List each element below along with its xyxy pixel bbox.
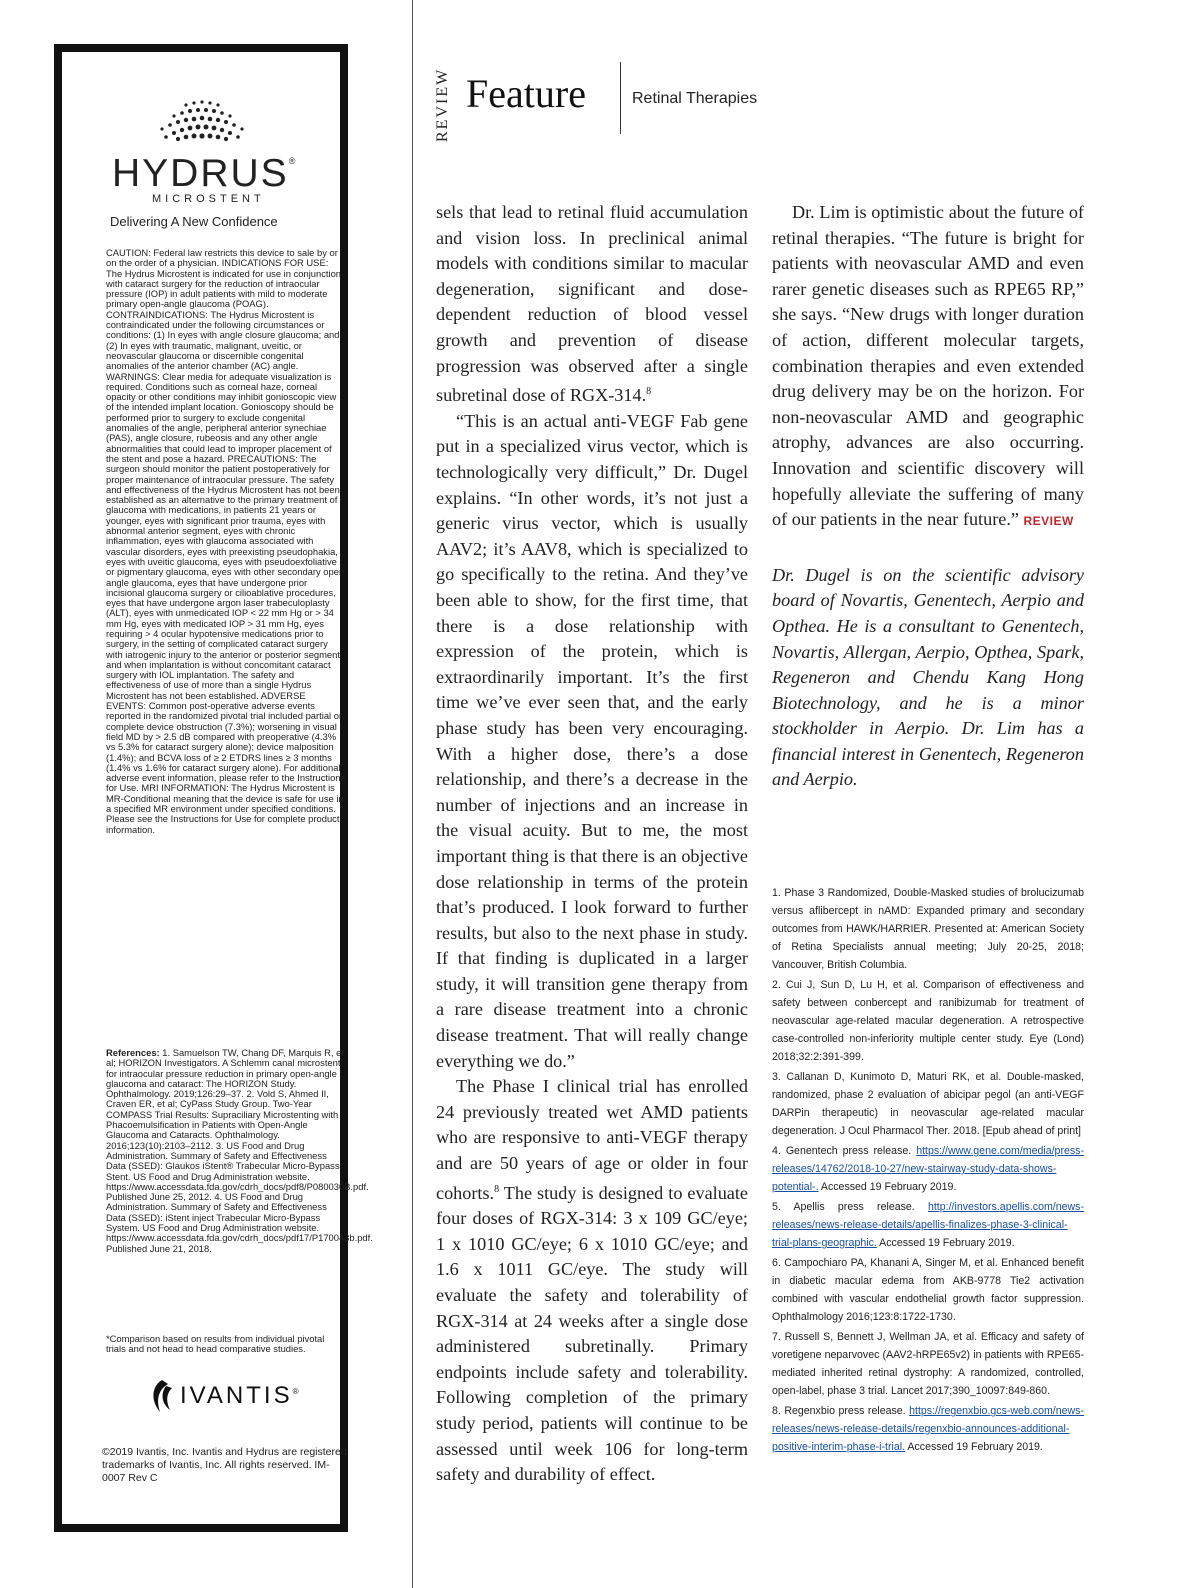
reference-item: 2. Cui J, Sun D, Lu H, et al. Comparison of effectiveness and safety between conbercept and ranibizumab for treatment of neovascular age-related macular degeneration. A retrospective case-controlled non-inferiority multiple center study. Eye (Lond) 2018;32:2:391-399. (772, 979, 1084, 1063)
section-topic: Retinal Therapies (632, 90, 758, 107)
references-label: References: (106, 1047, 160, 1058)
article-paragraph: The Phase I clinical trial has enrolled 24 previously treated wet AMD patients who are responsive to anti-VEGF therapy and are 50 years of age or older in four cohorts.$^8$ The study is designed to evaluate four doses of RGX-314: 3 x 109 GC/eye; 1 x 1010 GC/eye; 6 x 1010 GC/eye; and 1.6 x 1011 GC/eye. The study will evaluate the safety and tolerability of RGX-314 at 24 weeks after a single dose administered subretinally. Primary endpoints include safety and tolerability. Following completion of the primary study period, patients will continue to be assessed until week 106 for long-term safety and durability of effect. (436, 1076, 748, 1485)
reference-link[interactable]: http://investors.apellis.com/news-releases/news-release-details/apellis-finalizes-phase-3-clinical-trial-plans-geographic. (772, 1201, 1084, 1249)
reference-item: 4. Genentech press release. https://www.gene.com/media/press-releases/14762/2018-10-27/new-stairway-study-data-shows-potential-. Accessed 19 February 2019. (772, 1145, 1084, 1193)
article-column-1 (436, 200, 748, 1488)
reference-item: 3. Callanan D, Kunimoto D, Maturi RK, et al. Double-masked, randomized, phase 2 evaluation of abicipar pegol (an anti-VEGF DARPin therapeutic) in neovascular age-related macular degeneration. J Ocul Pharmacol Ther. 2018. [Epub ahead of print] (772, 1071, 1084, 1137)
hydrus-brand: HYDRUS® (112, 152, 296, 195)
article-column-2 (772, 200, 1084, 793)
ad-references (106, 1047, 373, 1254)
references-list (772, 884, 1084, 1458)
comparison-note-text: *Comparison based on results from individual pivotal trials and not head to head comparative studies. (106, 1333, 325, 1355)
microstent-label: MICROSTENT (152, 193, 265, 205)
header-divider (620, 62, 621, 134)
article-paragraph: “This is an actual anti-VEGF Fab gene put in a specialized virus vector, which is technologically very difficult,” Dr. Dugel explains. “In other words, it’s not just a generic virus vector, which is usually AAV2; it’s AAV8, which is specialized to go specifically to the retina. And they’ve been able to show, for the first time, that there is a dose relationship with expression of the protein, which is extraordinarily important. It’s the first time we’ve ever seen that, and the early phase study has been very encouraging. With a higher dose, there’s a dose relationship, and there’s a decrease in the number of injections and an increase in the visual acuity. But to me, the most important thing is that there is an objective dose relationship in terms of the protein that’s produced. I look forward to further results, but also to the next phase in study. If that finding is duplicated in a larger study, it will transition gene therapy from a rare disease treatment into a chronic disease treatment. That will really change everything we do.” (436, 410, 748, 1071)
end-review-tag: REVIEW (1023, 514, 1074, 529)
hydrus-advertisement (54, 44, 373, 1532)
comparison-note (106, 1334, 346, 1355)
reference-item: 8. Regenxbio press release. https://regenxbio.gcs-web.com/news-releases/news-release-details/regenxbio-announces-additional-positive-interim-phase-i-trial. Accessed 19 February 2019. (772, 1405, 1084, 1453)
ad-copyright: ©2019 Ivantis, Inc. Ivantis and Hydrus are registered trademarks of Ivantis, Inc. All rights reserved. IM-0007 Rev C (102, 1446, 347, 1484)
reference-item: 1. Phase 3 Randomized, Double-Masked studies of brolucizumab versus aflibercept in nAMD: Expanded primary and secondary outcomes from HAWK/HARRIER. Presented at: American Society of Retina Specialists annual meeting; July 20-25, 2018; Vancouver, British Columbia. (772, 887, 1084, 971)
article-paragraph: Dr. Lim is optimistic about the future of retinal therapies. “The future is bright for patients with neovascular AMD and even rarer genetic diseases such as RPE65 RP,” she says. “New drugs with longer duration of action, different molecular targets, combination therapies and even extended drug delivery may be on the horizon. For non-neovascular AMD and geographic atrophy, advances are also occurring. Innovation and scientific discovery will hopefully alleviate the suffering of many of our patients in the near future.” REVIEW (772, 202, 1084, 530)
reference-item: 7. Russell S, Bennett J, Wellman JA, et al. Efficacy and safety of voretigene neparvovec (AAV2-hRPE65v2) in patients with RPE65-mediated inherited retinal dystrophy: A randomized, controlled, open-label, phase 3 trial. Lancet 2017;390_10097:849-860. (772, 1331, 1084, 1397)
reference-link[interactable]: https://regenxbio.gcs-web.com/news-releases/news-release-details/regenxbio-announces-additional-positive-interim-phase-i-trial. (772, 1405, 1084, 1453)
review-vertical-label: REVIEW (434, 67, 451, 142)
section-title: Feature (466, 71, 586, 116)
hydrus-logo-dots-icon (132, 96, 272, 146)
ivantis-swoosh-icon (148, 1378, 176, 1414)
reference-item: 5. Apellis press release. http://investors.apellis.com/news-releases/news-release-details/apellis-finalizes-phase-3-clinical-trial-plans-geographic. Accessed 19 February 2019. (772, 1201, 1084, 1249)
ivantis-brand: IVANTIS® (180, 1382, 302, 1409)
reference-link[interactable]: https://www.gene.com/media/press-releases/14762/2018-10-27/new-stairway-study-data-shows-potential-. (772, 1145, 1084, 1193)
author-disclosure: Dr. Dugel is on the scientific advisory board of Novartis, Genentech, Aerpio and Opthea. He is a consultant to Genentech, Novartis, Allergan, Aerpio, Opthea, Spark, Regeneron and Chendu Kang Hong Biotechnology, and he is a minor stockholder in Aerpio. Dr. Lim has a financial interest in Genentech, Regeneron and Aerpio. (772, 564, 1084, 790)
ad-fine-print (106, 248, 346, 835)
reference-item: 6. Campochiaro PA, Khanani A, Singer M, et al. Enhanced benefit in diabetic macular edema from AKB-9778 Tie2 activation combined with vascular endothelial growth factor suppression. Ophthalmology 2016;123:8:1722-1730. (772, 1257, 1084, 1323)
fine-print-text: CAUTION: Federal law restricts this device to sale by or on the order of a physician. INDICATIONS FOR USE: The Hydrus Microstent is indicated for use in conjunction with cataract surgery for the reduction of intraocular pressure (IOP) in adult patients with mild to moderate primary open-angle glaucoma (POAG). CONTRAINDICATIONS: The Hydrus Microstent is contraindicated under the following circumstances or conditions: (1) In eyes with angle closure glaucoma; and (2) In eyes with traumatic, malignant, uveitic, or neovascular glaucoma or discernible congenital anomalies of the anterior chamber (AC) angle. WARNINGS: Clear media for adequate visualization is required. Conditions such as corneal haze, corneal opacity or other conditions may inhibit gonioscopic view of the intended implant location. Gonioscopy should be performed prior to surgery to exclude congenital anomalies of the angle, peripheral anterior synechiae (PAS), angle closure, rubeosis and any other angle abnormalities that could lead to improper placement of the stent and pose a hazard. PRECAUTIONS: The surgeon should monitor the patient postoperatively for proper maintenance of intraocular pressure. The safety and effectiveness of the Hydrus Microstent has not been established as an alternative to the primary treatment of glaucoma with medications, in patients 21 years or younger, eyes with significant prior trauma, eyes with abnormal anterior segment, eyes with chronic inflammation, eyes with glaucoma associated with vascular disorders, eyes with preexisting pseudophakia, eyes with uveitic glaucoma, eyes with pseudoexfoliative or pigmentary glaucoma, eyes with other secondary open angle glaucoma, eyes that have undergone prior incisional glaucoma surgery or cilioablative procedures, eyes that have undergone argon laser trabeculoplasty (ALT), eyes with unmedicated IOP < 22 mm Hg or > 34 mm Hg, eyes with medicated IOP > 31 mm Hg, eyes requiring > 4 ocular hypotensive medications prior to surgery, in the setting of complicated cataract surgery with iatrogenic injury to the anterior or posterior segment and when implantation is without concomitant cataract surgery with IOL implantation. The safety and effectiveness of use of more than a single Hydrus Microstent has not been established. ADVERSE EVENTS: Common post-operative adverse events reported in the randomized pivotal trial included partial or complete device obstruction (7.3%); worsening in visual field MD by > 2.5 dB compared with preoperative (4.3% vs 5.3% for cataract surgery alone); device malposition (1.4%); and BCVA loss of ≥ 2 ETDRS lines ≥ 3 months (1.4% vs 1.6% for cataract surgery alone). For additional adverse event information, please refer to the Instructions for Use. MRI INFORMATION: The Hydrus Microstent is MR-Conditional meaning that the device is safe for use in a specified MR environment under specified conditions. Please see the Instructions for Use for complete product information. (106, 247, 346, 835)
column-divider (412, 0, 413, 1588)
references-text: 1. Samuelson TW, Chang DF, Marquis R, et al; HORIZON Investigators. A Schlemm canal microstent for intraocular pressure reduction in primary open-angle glaucoma and cataract: The HORIZON Study. Ophthalmology. 2019;126:29–37. 2. Vold S, Ahmed II, Craven ER, et al; CyPass Study Group. Two-Year COMPASS Trial Results: Supraciliary Microstenting with Phacoemulsification in Patients with Open-Angle Glaucoma and Cataracts. Ophthalmology. 2016;123(10):2103–2112. 3. US Food and Drug Administration. Summary of Safety and Effectiveness Data (SSED): Glaukos iStent® Trabecular Micro-Bypass Stent. US Food and Drug Administration website. https://www.accessdata.fda.gov/cdrh_docs/pdf8/P080030B.pdf. Published June 25, 2012. 4. US Food and Drug Administration. Summary of Safety and Effectiveness Data (SSED): iStent inject Trabecular Micro-Bypass System. US Food and Drug Administration website. https://www.accessdata.fda.gov/cdrh_docs/pdf17/P170043b.pdf. Published June 21, 2018. (106, 1047, 373, 1254)
ad-tagline: Delivering A New Confidence (110, 214, 278, 229)
article-paragraph: sels that lead to retinal fluid accumulation and vision loss. In preclinical animal models with conditions similar to macular degeneration, significant and dose-dependent reduction of blood vessel growth and prevention of disease progression was observed after a single subretinal dose of RGX-314.$^8$ (436, 202, 748, 406)
